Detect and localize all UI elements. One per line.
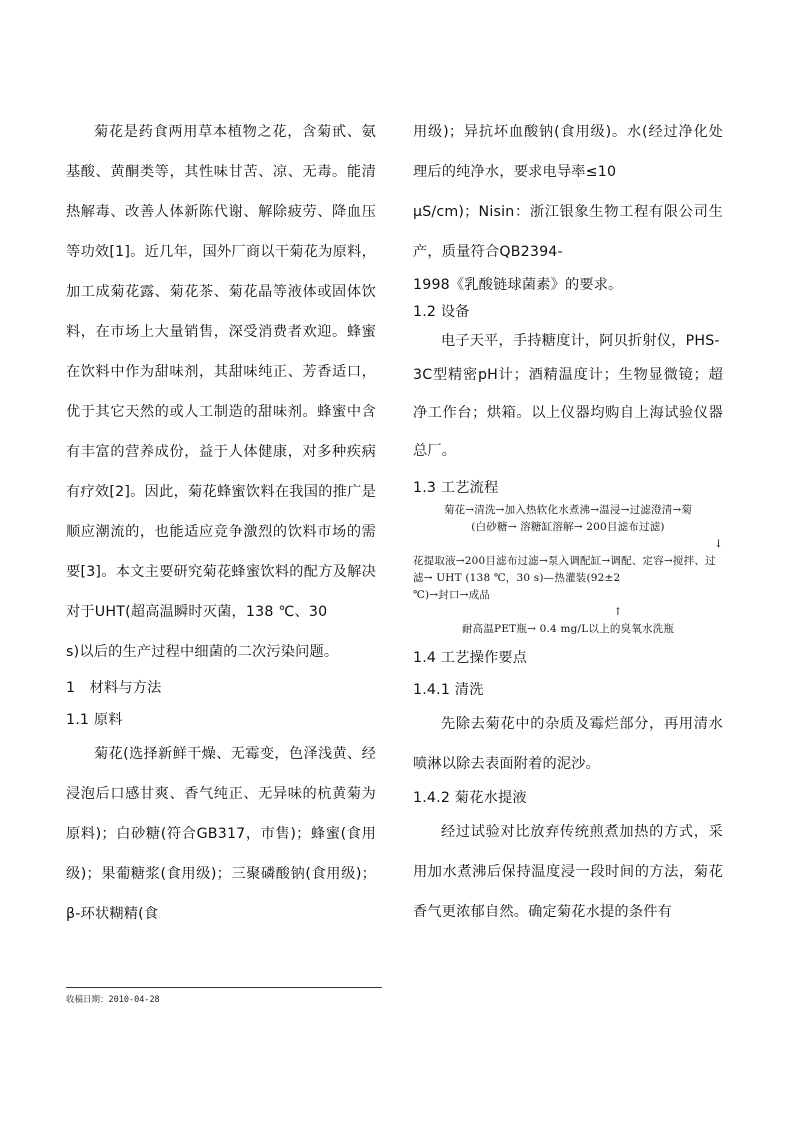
process-flow xyxy=(413,502,723,638)
section-heading-1-4-1: 1.4.1 清洗 xyxy=(413,682,484,698)
materials-continued: 用级)；异抗坏血酸钠(食用级)。水(经过净化处理后的纯净水，要求电导率≤10 xyxy=(413,124,723,180)
section-heading-1: 1 材料与方法 xyxy=(66,680,162,696)
flow-line-5: ℃)→封口→成品 xyxy=(413,589,491,601)
flow-arrow-up: ↑ xyxy=(613,606,623,618)
footnote-rule xyxy=(66,987,382,988)
section-heading-1-2: 1.2 设备 xyxy=(413,304,470,320)
equipment-line-2: 3C型精密pH计；酒精温度计；生物显微镜；超净工作台；烘箱。以上仪器均购自上海试验仪器总厂。 xyxy=(413,367,723,459)
section-heading-1-1: 1.1 原料 xyxy=(66,712,123,728)
intro-paragraph-end: s)以后的生产过程中细菌的二次污染问题。 xyxy=(66,644,339,660)
flow-arrow-down: ↓ xyxy=(714,538,723,550)
received-date-footnote: 收稿日期：2010-04-28 xyxy=(66,995,160,1005)
equipment-line-1: 电子天平，手持糖度计，阿贝折射仪，PHS- xyxy=(441,333,720,349)
extract-paragraph: 经过试验对比放弃传统煎煮加热的方式，采用加水煮沸后保持温度浸一段时间的方法，菊花香气更浓郁自然。确定菊花水提的条件有 xyxy=(413,824,723,920)
materials-continued-2: μS/cm)；Nisin：浙江银象生物工程有限公司生产，质量符合QB2394- xyxy=(413,204,723,260)
right-column xyxy=(413,112,723,932)
flow-line-4: 花提取液→200目滤布过滤→泵入调配缸→调配、定容→搅拌、过滤→ UHT (138 ℃，30 s)—热灌装(92±2 xyxy=(413,555,716,584)
wash-paragraph: 先除去菊花中的杂质及霉烂部分，再用清水喷淋以除去表面附着的泥沙。 xyxy=(413,716,723,772)
flow-line-7: 耐高温PET瓶→ 0.4 mg/L以上的臭氧水洗瓶 xyxy=(461,623,675,635)
section-heading-1-4-2: 1.4.2 菊花水提液 xyxy=(413,790,527,806)
flow-line-1: 菊花→清洗→加入热软化水煮沸→温浸→过滤澄清→菊 xyxy=(443,504,693,516)
left-column xyxy=(66,112,376,934)
section-heading-1-4: 1.4 工艺操作要点 xyxy=(413,650,528,666)
intro-paragraph: 菊花是药食两用草本植物之花，含菊甙、氨基酸、黄酮类等，其性味甘苦、凉、无毒。能清热解毒、改善人体新陈代谢、解除疲劳、降血压等功效[1]。近几年，国外厂商以干菊花为原料，加工成菊花露、菊花茶、菊花晶等液体或固体饮料，在市场上大量销售，深受消费者欢迎。蜂蜜在饮料中作为甜味剂，其甜味纯正、芳香适口，优于其它天然的或人工制造的甜味剂。蜂蜜中含有丰富的营养成份，益于人体健康，对多种疾病有疗效[2]。因此，菊花蜂蜜饮料在我国的推广是顺应潮流的，也能适应竞争激烈的饮料市场的需要[3]。本文主要研究菊花蜂蜜饮料的配方及解决对于UHT(超高温瞬时灭菌，138 ℃、30 xyxy=(66,124,376,620)
materials-continued-3: 1998《乳酸链球菌素》的要求。 xyxy=(413,277,623,293)
materials-paragraph: 菊花(选择新鲜干燥、无霉变，色泽浅黄、经浸泡后口感甘爽、香气纯正、无异味的杭黄菊为原料)；白砂糖(符合GB317，市售)；蜂蜜(食用级)；果葡糖浆(食用级)；三聚磷酸钠(食用级)；β-环状糊精(食 xyxy=(66,746,376,922)
section-heading-1-3: 1.3 工艺流程 xyxy=(413,480,499,496)
flow-line-2: (白砂糖→ 溶糖缸溶解→ 200目滤布过滤) xyxy=(471,521,665,533)
